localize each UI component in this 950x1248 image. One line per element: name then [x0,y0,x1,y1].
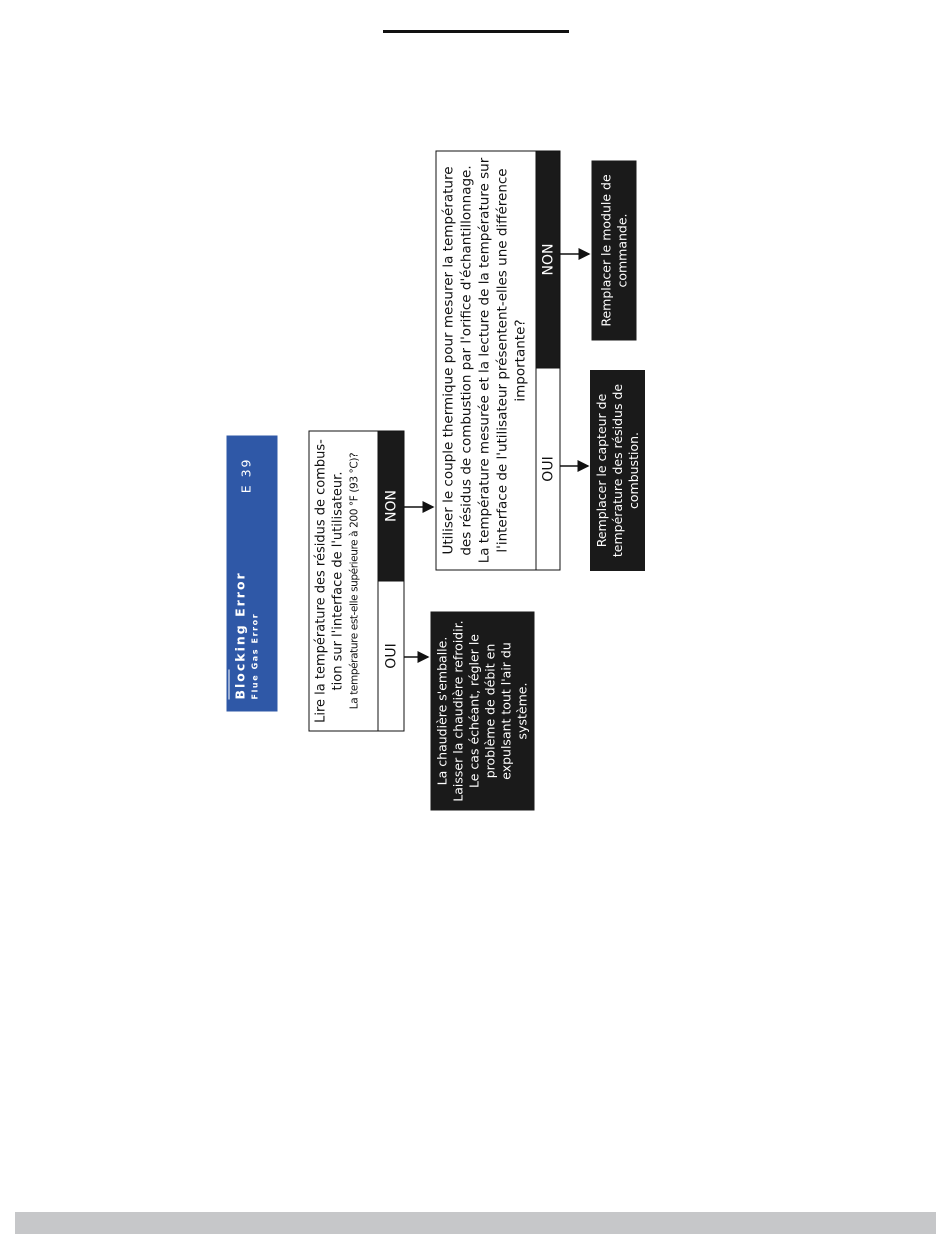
question-temperature-line3: La température est-elle supérieure à 200 °F (93 °C)? [348,452,360,709]
question-temperature-line2: tion sur l'interface de l'utilisateur. [330,471,345,690]
answer-no-label: NON [377,431,403,580]
footer-bar [15,1212,936,1234]
display-error-code: E 39 [238,457,254,494]
answer-no-label-2: NON [535,151,559,367]
answer-replace-sensor-text: Remplacer le capteur de température des résidus de combustion. [593,383,641,558]
question-thermocouple-text: Utiliser le couple thermique pour mesurer la température des résidus de combustion par l'orifice d'échantillonnage. La température mesurée et la lecture de la température sur l'interface de l'utilisateur présentent-elles une différence importante? [440,157,528,563]
display-subtitle: Flue Gas Error [250,612,260,700]
answer-boiler-overheating-text: La chaudière s'emballe. Laisser la chaudière refroidir. Le cas échéant, régler le problème de débit en expulsant tout l'air du système. [434,619,529,802]
question-temperature-line1: Lire la température des résidus de combus- [313,438,328,723]
answer-replace-module-text: Remplacer le module de commande. [597,173,629,327]
answer-yes-label-2: OUI [535,367,559,569]
display-title: Blocking Error [232,571,248,700]
answer-yes-label: OUI [377,580,403,730]
